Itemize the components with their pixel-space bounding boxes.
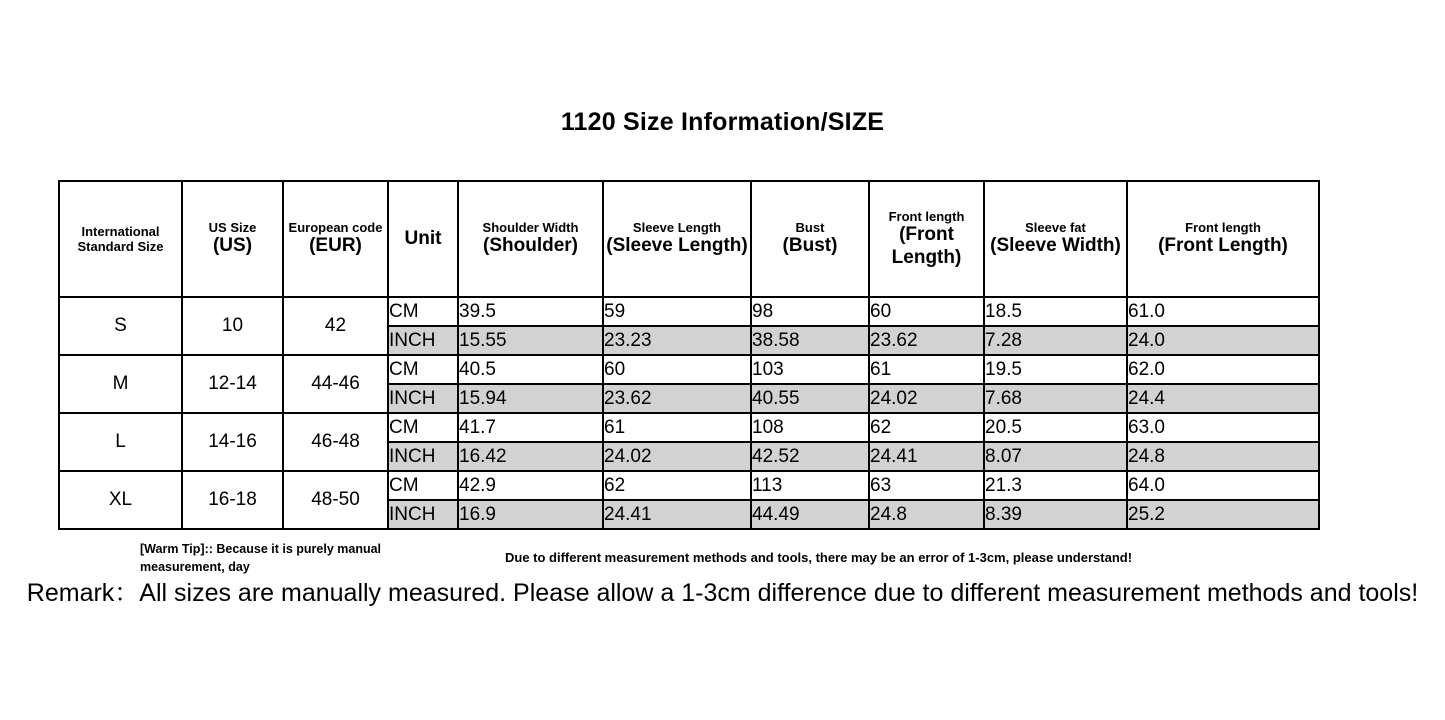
cell-front-length2-inch: 24.4 bbox=[1127, 384, 1319, 413]
cell-size: XL bbox=[59, 471, 182, 529]
header-sleeve-length: Sleeve Length (Sleeve Length) bbox=[603, 181, 751, 297]
cell-front-length2-inch: 24.0 bbox=[1127, 326, 1319, 355]
cell-bust-cm: 108 bbox=[751, 413, 869, 442]
table-header-row bbox=[59, 181, 1319, 297]
cell-sleeve-length-cm: 61 bbox=[603, 413, 751, 442]
cell-unit-inch: INCH bbox=[388, 500, 458, 529]
header-unit: Unit bbox=[388, 181, 458, 297]
cell-bust-cm: 103 bbox=[751, 355, 869, 384]
table-row bbox=[59, 297, 1319, 326]
cell-front-length-cm: 62 bbox=[869, 413, 984, 442]
cell-us-size: 14-16 bbox=[182, 413, 283, 471]
cell-front-length-inch: 24.41 bbox=[869, 442, 984, 471]
cell-shoulder-inch: 16.42 bbox=[458, 442, 603, 471]
cell-front-length-cm: 60 bbox=[869, 297, 984, 326]
cell-bust-inch: 40.55 bbox=[751, 384, 869, 413]
cell-bust-inch: 38.58 bbox=[751, 326, 869, 355]
cell-bust-cm: 113 bbox=[751, 471, 869, 500]
size-table-container bbox=[58, 180, 1318, 530]
cell-us-size: 12-14 bbox=[182, 355, 283, 413]
cell-shoulder-cm: 40.5 bbox=[458, 355, 603, 384]
cell-sleeve-width-inch: 8.07 bbox=[984, 442, 1127, 471]
cell-bust-inch: 44.49 bbox=[751, 500, 869, 529]
header-front-length: Front length (Front Length) bbox=[869, 181, 984, 297]
cell-front-length-cm: 63 bbox=[869, 471, 984, 500]
page-title: 1120 Size Information/SIZE bbox=[560, 108, 885, 136]
cell-sleeve-length-inch: 23.62 bbox=[603, 384, 751, 413]
cell-bust-cm: 98 bbox=[751, 297, 869, 326]
cell-size: M bbox=[59, 355, 182, 413]
header-bust: Bust (Bust) bbox=[751, 181, 869, 297]
remark-note: Remark：All sizes are manually measured. Please allow a 1-3cm difference due to different measurement methods and tools! bbox=[26, 579, 1419, 607]
cell-front-length2-cm: 63.0 bbox=[1127, 413, 1319, 442]
cell-shoulder-inch: 15.94 bbox=[458, 384, 603, 413]
cell-unit-inch: INCH bbox=[388, 384, 458, 413]
cell-unit-cm: CM bbox=[388, 471, 458, 500]
cell-sleeve-width-cm: 21.3 bbox=[984, 471, 1127, 500]
table-row bbox=[59, 355, 1319, 384]
cell-sleeve-width-inch: 8.39 bbox=[984, 500, 1127, 529]
measurement-error-note: Due to different measurement methods and tools, there may be an error of 1-3cm, please understand! bbox=[505, 550, 1133, 565]
cell-front-length2-inch: 25.2 bbox=[1127, 500, 1319, 529]
cell-sleeve-length-cm: 62 bbox=[603, 471, 751, 500]
cell-sleeve-length-cm: 60 bbox=[603, 355, 751, 384]
table-header bbox=[59, 181, 1319, 297]
cell-front-length-inch: 24.02 bbox=[869, 384, 984, 413]
cell-shoulder-inch: 16.9 bbox=[458, 500, 603, 529]
cell-eur-size: 46-48 bbox=[283, 413, 388, 471]
cell-sleeve-width-cm: 20.5 bbox=[984, 413, 1127, 442]
cell-shoulder-cm: 42.9 bbox=[458, 471, 603, 500]
table-row bbox=[59, 413, 1319, 442]
cell-shoulder-inch: 15.55 bbox=[458, 326, 603, 355]
cell-eur-size: 48-50 bbox=[283, 471, 388, 529]
cell-shoulder-cm: 41.7 bbox=[458, 413, 603, 442]
cell-front-length-inch: 24.8 bbox=[869, 500, 984, 529]
cell-sleeve-length-inch: 23.23 bbox=[603, 326, 751, 355]
cell-front-length2-inch: 24.8 bbox=[1127, 442, 1319, 471]
cell-unit-cm: CM bbox=[388, 413, 458, 442]
cell-eur-size: 42 bbox=[283, 297, 388, 355]
cell-bust-inch: 42.52 bbox=[751, 442, 869, 471]
table-row bbox=[59, 471, 1319, 500]
cell-eur-size: 44-46 bbox=[283, 355, 388, 413]
header-front-length-2: Front length (Front Length) bbox=[1127, 181, 1319, 297]
cell-unit-cm: CM bbox=[388, 297, 458, 326]
cell-unit-cm: CM bbox=[388, 355, 458, 384]
cell-sleeve-width-inch: 7.68 bbox=[984, 384, 1127, 413]
cell-us-size: 10 bbox=[182, 297, 283, 355]
cell-sleeve-length-inch: 24.41 bbox=[603, 500, 751, 529]
cell-size: S bbox=[59, 297, 182, 355]
cell-front-length2-cm: 62.0 bbox=[1127, 355, 1319, 384]
cell-us-size: 16-18 bbox=[182, 471, 283, 529]
header-shoulder-width: Shoulder Width (Shoulder) bbox=[458, 181, 603, 297]
cell-front-length-inch: 23.62 bbox=[869, 326, 984, 355]
header-sleeve-fat: Sleeve fat (Sleeve Width) bbox=[984, 181, 1127, 297]
cell-unit-inch: INCH bbox=[388, 326, 458, 355]
cell-sleeve-length-cm: 59 bbox=[603, 297, 751, 326]
cell-sleeve-width-cm: 18.5 bbox=[984, 297, 1127, 326]
cell-sleeve-width-inch: 7.28 bbox=[984, 326, 1127, 355]
cell-size: L bbox=[59, 413, 182, 471]
cell-unit-inch: INCH bbox=[388, 442, 458, 471]
cell-front-length2-cm: 61.0 bbox=[1127, 297, 1319, 326]
header-us-size: US Size (US) bbox=[182, 181, 283, 297]
header-european-code: European code (EUR) bbox=[283, 181, 388, 297]
header-international-size: International Standard Size bbox=[59, 181, 182, 297]
cell-sleeve-length-inch: 24.02 bbox=[603, 442, 751, 471]
size-table bbox=[58, 180, 1320, 530]
table-body bbox=[59, 297, 1319, 529]
cell-shoulder-cm: 39.5 bbox=[458, 297, 603, 326]
warm-tip-note: [Warm Tip]:: Because it is purely manual measurement, day bbox=[140, 542, 382, 575]
cell-front-length-cm: 61 bbox=[869, 355, 984, 384]
cell-sleeve-width-cm: 19.5 bbox=[984, 355, 1127, 384]
cell-front-length2-cm: 64.0 bbox=[1127, 471, 1319, 500]
